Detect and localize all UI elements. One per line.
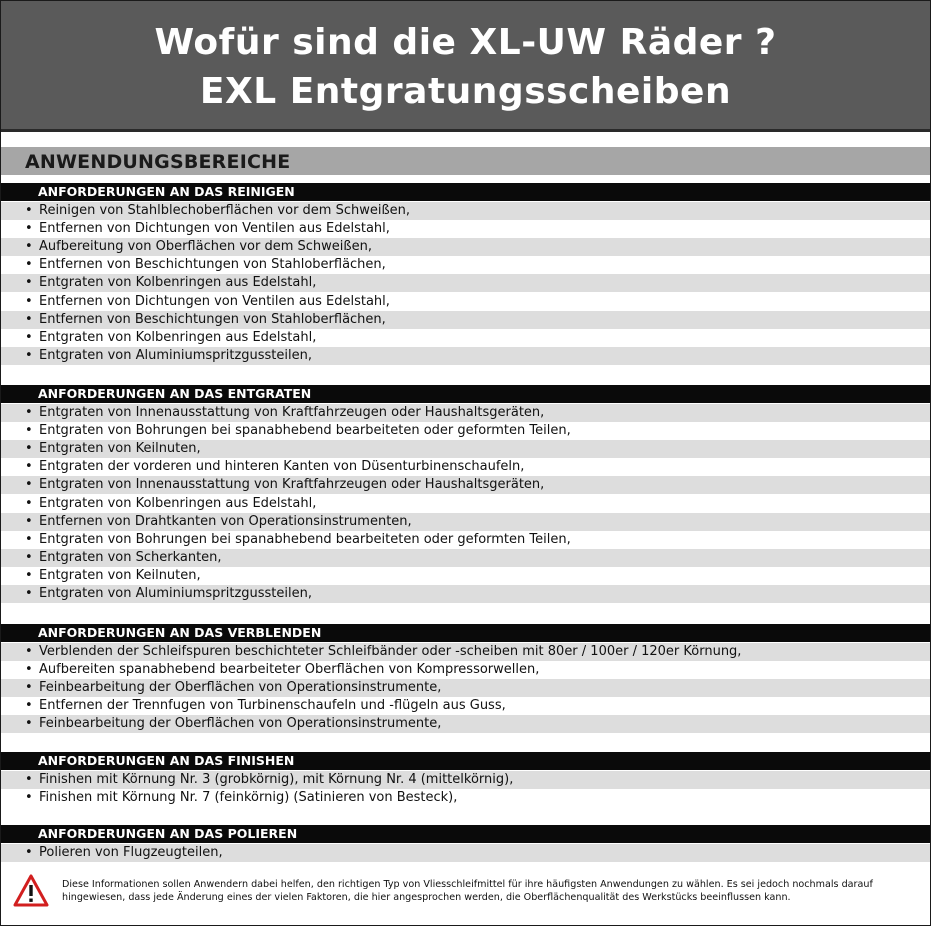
bullet-icon: • — [25, 293, 33, 309]
bullet-icon: • — [25, 716, 33, 732]
bullet-icon: • — [25, 644, 33, 659]
group-title: ANFORDERUNGEN AN DAS POLIEREN — [38, 826, 298, 841]
list-item-text: Entgraten von Keilnuten, — [39, 441, 201, 457]
list-item — [1, 567, 930, 585]
list-item-text: Entfernen der Trennfugen von Turbinenschaufeln und -flügeln aus Guss, — [39, 698, 506, 714]
list-item-text: Feinbearbeitung der Oberflächen von Operationsinstrumente, — [39, 680, 442, 696]
group-header — [1, 183, 930, 201]
group-title: ANFORDERUNGEN AN DAS VERBLENDEN — [38, 625, 322, 640]
list-item — [1, 513, 930, 531]
footer-note: Diese Informationen sollen Anwendern dabei helfen, den richtigen Typ von Vliesschleifmittel für ihre häufigsten Anwendungen zu wählen. Es sei jedoch nochmals darauf hingewiesen, dass jede Änderung eines der vielen Faktoren, die hier angesprochen werden, die Oberflächenqualität des Werkstücks beeinflussen kann. — [62, 879, 873, 903]
list-item-text: Entgraten von Kolbenringen aus Edelstahl, — [39, 329, 317, 345]
list-item-text: Entgraten von Innenausstattung von Kraftfahrzeugen oder Haushaltsgeräten, — [39, 477, 545, 493]
bullet-icon: • — [25, 495, 33, 511]
list-item — [1, 697, 930, 715]
list-item — [1, 256, 930, 274]
list-item-text: Verblenden der Schleifspuren beschichteter Schleifbänder oder -scheiben mit 80er / 100er / 120er Körnung, — [39, 644, 742, 659]
list-item — [1, 585, 930, 603]
list-item — [1, 771, 930, 789]
bullet-icon: • — [25, 513, 33, 529]
warning-icon — [13, 874, 49, 908]
list-item — [1, 476, 930, 494]
list-item — [1, 422, 930, 440]
list-item — [1, 202, 930, 220]
list-item-text: Entfernen von Beschichtungen von Stahloberflächen, — [39, 311, 386, 327]
list-item — [1, 440, 930, 458]
bullet-icon: • — [25, 790, 33, 806]
group-header — [1, 752, 930, 770]
section-title: ANWENDUNGSBEREICHE — [25, 151, 291, 173]
bullet-icon: • — [25, 586, 33, 601]
list-item — [1, 789, 930, 807]
bullet-icon: • — [25, 347, 33, 363]
bullet-icon: • — [25, 405, 33, 420]
group-header — [1, 825, 930, 843]
group-title: ANFORDERUNGEN AN DAS REINIGEN — [38, 184, 295, 199]
bullet-icon: • — [25, 662, 33, 678]
group-header — [1, 624, 930, 642]
list-item-text: Entgraten von Aluminiumspritzgussteilen, — [39, 347, 312, 363]
section-bar — [1, 147, 930, 175]
bullet-icon: • — [25, 845, 33, 860]
group-title: ANFORDERUNGEN AN DAS FINISHEN — [38, 753, 295, 768]
page-title-line-1: Wofür sind die XL-UW Räder ? — [154, 22, 777, 63]
list-item-text: Polieren von Flugzeugteilen, — [39, 845, 223, 860]
list-item — [1, 293, 930, 311]
list-item — [1, 329, 930, 347]
list-item-text: Feinbearbeitung der Oberflächen von Operationsinstrumente, — [39, 716, 442, 732]
list-item-text: Reinigen von Stahlblechoberflächen vor dem Schweißen, — [39, 203, 411, 218]
bullet-icon: • — [25, 221, 33, 237]
bullet-icon: • — [25, 441, 33, 457]
page-title-line-2: EXL Entgratungsscheiben — [199, 71, 732, 112]
list-item — [1, 679, 930, 697]
list-item — [1, 274, 930, 292]
list-item — [1, 311, 930, 329]
list-item-text: Aufbereiten spanabhebend bearbeiteter Oberflächen von Kompressorwellen, — [39, 662, 540, 678]
bullet-icon: • — [25, 772, 33, 787]
list-item-text: Entgraten von Innenausstattung von Kraftfahrzeugen oder Haushaltsgeräten, — [39, 405, 545, 420]
list-item — [1, 661, 930, 679]
bullet-icon: • — [25, 459, 33, 475]
list-item-text: Aufbereitung von Oberflächen vor dem Schweißen, — [39, 239, 372, 255]
list-item — [1, 643, 930, 661]
bullet-icon: • — [25, 698, 33, 714]
bullet-icon: • — [25, 549, 33, 565]
list-item — [1, 844, 930, 862]
list-item-text: Finishen mit Körnung Nr. 7 (feinkörnig) (Satinieren von Besteck), — [39, 790, 458, 806]
list-item-text: Entgraten von Kolbenringen aus Edelstahl, — [39, 495, 317, 511]
list-item-text: Entgraten von Kolbenringen aus Edelstahl, — [39, 275, 317, 291]
bullet-icon: • — [25, 329, 33, 345]
list-item-text: Entgraten von Scherkanten, — [39, 549, 222, 565]
bullet-icon: • — [25, 311, 33, 327]
list-item — [1, 495, 930, 513]
list-item-text: Entfernen von Dichtungen von Ventilen aus Edelstahl, — [39, 293, 390, 309]
list-item — [1, 404, 930, 422]
header — [1, 1, 930, 132]
list-item-text: Entgraten von Keilnuten, — [39, 567, 201, 583]
list-item-text: Finishen mit Körnung Nr. 3 (grobkörnig), mit Körnung Nr. 4 (mittelkörnig), — [39, 772, 514, 787]
list-item-text: Entgraten von Bohrungen bei spanabhebend bearbeiteten oder geformten Teilen, — [39, 423, 571, 439]
list-item-text: Entgraten von Aluminiumspritzgussteilen, — [39, 586, 312, 601]
list-item — [1, 458, 930, 476]
list-item — [1, 549, 930, 567]
list-item-text: Entfernen von Beschichtungen von Stahloberflächen, — [39, 257, 386, 273]
bullet-icon: • — [25, 477, 33, 493]
list-item-text: Entfernen von Dichtungen von Ventilen aus Edelstahl, — [39, 221, 390, 237]
list-item-text: Entfernen von Drahtkanten von Operationsinstrumenten, — [39, 513, 412, 529]
bullet-icon: • — [25, 531, 33, 547]
list-item — [1, 715, 930, 733]
list-item-text: Entgraten der vorderen und hinteren Kanten von Düsenturbinenschaufeln, — [39, 459, 525, 475]
group-header — [1, 385, 930, 403]
list-item — [1, 347, 930, 365]
bullet-icon: • — [25, 257, 33, 273]
group-title: ANFORDERUNGEN AN DAS ENTGRATEN — [38, 386, 312, 401]
bullet-icon: • — [25, 275, 33, 291]
list-item — [1, 238, 930, 256]
list-item-text: Entgraten von Bohrungen bei spanabhebend bearbeiteten oder geformten Teilen, — [39, 531, 571, 547]
list-item — [1, 220, 930, 238]
bullet-icon: • — [25, 239, 33, 255]
bullet-icon: • — [25, 567, 33, 583]
bullet-icon: • — [25, 203, 33, 218]
list-item — [1, 531, 930, 549]
bullet-icon: • — [25, 423, 33, 439]
bullet-icon: • — [25, 680, 33, 696]
